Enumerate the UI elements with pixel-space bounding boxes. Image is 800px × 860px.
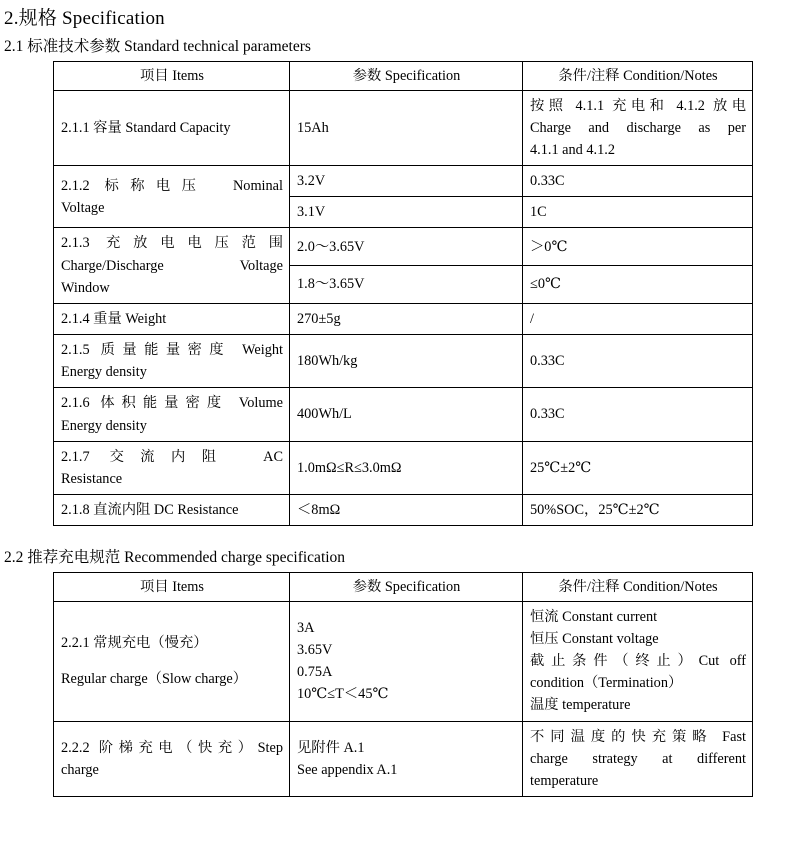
- subsection-2-1-heading: 2.1 标准技术参数 Standard technical parameters: [4, 38, 311, 55]
- item-line-3: Window: [61, 279, 110, 296]
- table-row: [54, 335, 753, 388]
- condition-line-3: 4.1.1 and 4.1.2: [530, 141, 615, 158]
- condition-line-3: 截止条件（终止）Cut off: [530, 653, 746, 670]
- cell-item-weight: 2.1.4 重量 Weight: [54, 303, 290, 334]
- section-heading: 2.规格 Specification: [4, 8, 165, 29]
- cell-item-dc-resistance: 2.1.8 直流内阻 DC Resistance: [54, 495, 290, 526]
- column-header-condition: 条件/注释 Condition/Notes: [523, 61, 753, 90]
- cell-item-volume-energy-density: [54, 388, 290, 441]
- cell-condition-dc-resistance: 50%SOC，25℃±2℃: [523, 495, 753, 526]
- table-row: [54, 495, 753, 526]
- item-line-1: 2.1.2 标称电压 Nominal: [61, 177, 283, 194]
- cell-condition-weight-energy-density: 0.33C: [523, 335, 753, 388]
- item-line-2: Voltage: [61, 199, 105, 216]
- cell-condition-weight: /: [523, 303, 753, 334]
- section-spacer: [0, 526, 800, 550]
- cell-condition-voltage-window-a: ＞0℃: [523, 228, 753, 266]
- spec-line-4: 10℃≤T＜45℃: [297, 686, 389, 703]
- table-header-row: [54, 572, 753, 601]
- table-row: [54, 303, 753, 334]
- cell-spec-regular-charge: [290, 601, 523, 721]
- table-row: [54, 601, 753, 721]
- item-line-2: charge: [61, 761, 99, 778]
- spec-line-2: See appendix A.1: [297, 761, 398, 778]
- cell-condition-nominal-voltage-b: 1C: [523, 197, 753, 228]
- table-row: [54, 166, 753, 197]
- column-header-condition: 条件/注释 Condition/Notes: [523, 572, 753, 601]
- table-row: [54, 228, 753, 266]
- column-header-items: 项目 Items: [54, 572, 290, 601]
- cell-spec-volume-energy-density: 400Wh/L: [290, 388, 523, 441]
- item-line-2: Regular charge（Slow charge）: [61, 671, 248, 688]
- table-row: [54, 90, 753, 165]
- spec-text: 15Ah: [297, 119, 329, 136]
- condition-line-2: 恒压 Constant voltage: [530, 630, 659, 647]
- standard-technical-parameters-table: [53, 61, 753, 527]
- item-text: 2.1.1 容量 Standard Capacity: [61, 119, 231, 136]
- item-line-2: Energy density: [61, 364, 147, 381]
- spec-line-1: 3A: [297, 619, 315, 636]
- cell-condition-nominal-voltage-a: 0.33C: [523, 166, 753, 197]
- table-header-row: [54, 61, 753, 90]
- cell-item-voltage-window: [54, 228, 290, 303]
- document-page: [0, 9, 800, 860]
- cell-item-step-charge: [54, 721, 290, 796]
- cell-spec-capacity: [290, 90, 523, 165]
- item-line-1: 2.1.5 质量能量密度 Weight: [61, 342, 283, 359]
- condition-line-2: Charge and discharge as per: [530, 119, 746, 136]
- item-line-1: 2.2.1 常规充电（慢充）: [61, 635, 208, 652]
- table-row: [54, 441, 753, 494]
- recommended-charge-specification-table: [53, 572, 753, 797]
- cell-condition-voltage-window-b: ≤0℃: [523, 266, 753, 304]
- item-line-1: 2.2.2 阶梯充电（快充）Step: [61, 739, 283, 756]
- cell-spec-weight: 270±5g: [290, 303, 523, 334]
- condition-line-1: 按照 4.1.1 充电和 4.1.2 放电: [530, 97, 746, 114]
- cell-condition-step-charge: [523, 721, 753, 796]
- table-row: [54, 721, 753, 796]
- cell-condition-volume-energy-density: 0.33C: [523, 388, 753, 441]
- item-line-1: 2.1.6 体积能量密度 Volume: [61, 395, 283, 412]
- cell-spec-dc-resistance: ＜8mΩ: [290, 495, 523, 526]
- cell-item-capacity: [54, 90, 290, 165]
- cell-item-ac-resistance: [54, 441, 290, 494]
- cell-spec-nominal-voltage-b: 3.1V: [290, 197, 523, 228]
- table-row: [54, 388, 753, 441]
- cell-condition-ac-resistance: 25℃±2℃: [523, 441, 753, 494]
- condition-line-5: 温度 temperature: [530, 697, 631, 714]
- item-line-2: Resistance: [61, 470, 123, 487]
- cell-condition-regular-charge: [523, 601, 753, 721]
- spec-line-3: 0.75A: [297, 664, 333, 681]
- cell-spec-nominal-voltage-a: 3.2V: [290, 166, 523, 197]
- item-line-2: Energy density: [61, 417, 147, 434]
- condition-line-1: 恒流 Constant current: [530, 608, 658, 625]
- condition-line-3: temperature: [530, 772, 599, 789]
- cell-spec-voltage-window-b: 1.8～3.65V: [290, 266, 523, 304]
- condition-line-4: condition（Termination）: [530, 675, 683, 692]
- cell-spec-ac-resistance: 1.0mΩ≤R≤3.0mΩ: [290, 441, 523, 494]
- subsection-2-2-heading: 2.2 推荐充电规范 Recommended charge specification: [4, 549, 346, 567]
- cell-spec-weight-energy-density: 180Wh/kg: [290, 335, 523, 388]
- cell-spec-voltage-window-a: 2.0～3.65V: [290, 228, 523, 266]
- cell-item-nominal-voltage: [54, 166, 290, 228]
- spec-line-2: 3.65V: [297, 642, 333, 659]
- spec-line-1: 见附件 A.1: [297, 739, 365, 756]
- item-line-1: 2.1.3 充放电电压范围: [61, 235, 283, 252]
- cell-spec-step-charge: [290, 721, 523, 796]
- cell-item-regular-charge: [54, 601, 290, 721]
- condition-line-2: charge strategy at different: [530, 750, 746, 767]
- column-header-specification: 参数 Specification: [290, 61, 523, 90]
- column-header-items: 项目 Items: [54, 61, 290, 90]
- item-line-1: 2.1.7 交流内阻 AC: [61, 448, 283, 465]
- item-line-2: Charge/Discharge Voltage: [61, 257, 283, 274]
- column-header-specification: 参数 Specification: [290, 572, 523, 601]
- condition-line-1: 不同温度的快充策略 Fast: [530, 728, 746, 745]
- cell-condition-capacity: [523, 90, 753, 165]
- cell-item-weight-energy-density: [54, 335, 290, 388]
